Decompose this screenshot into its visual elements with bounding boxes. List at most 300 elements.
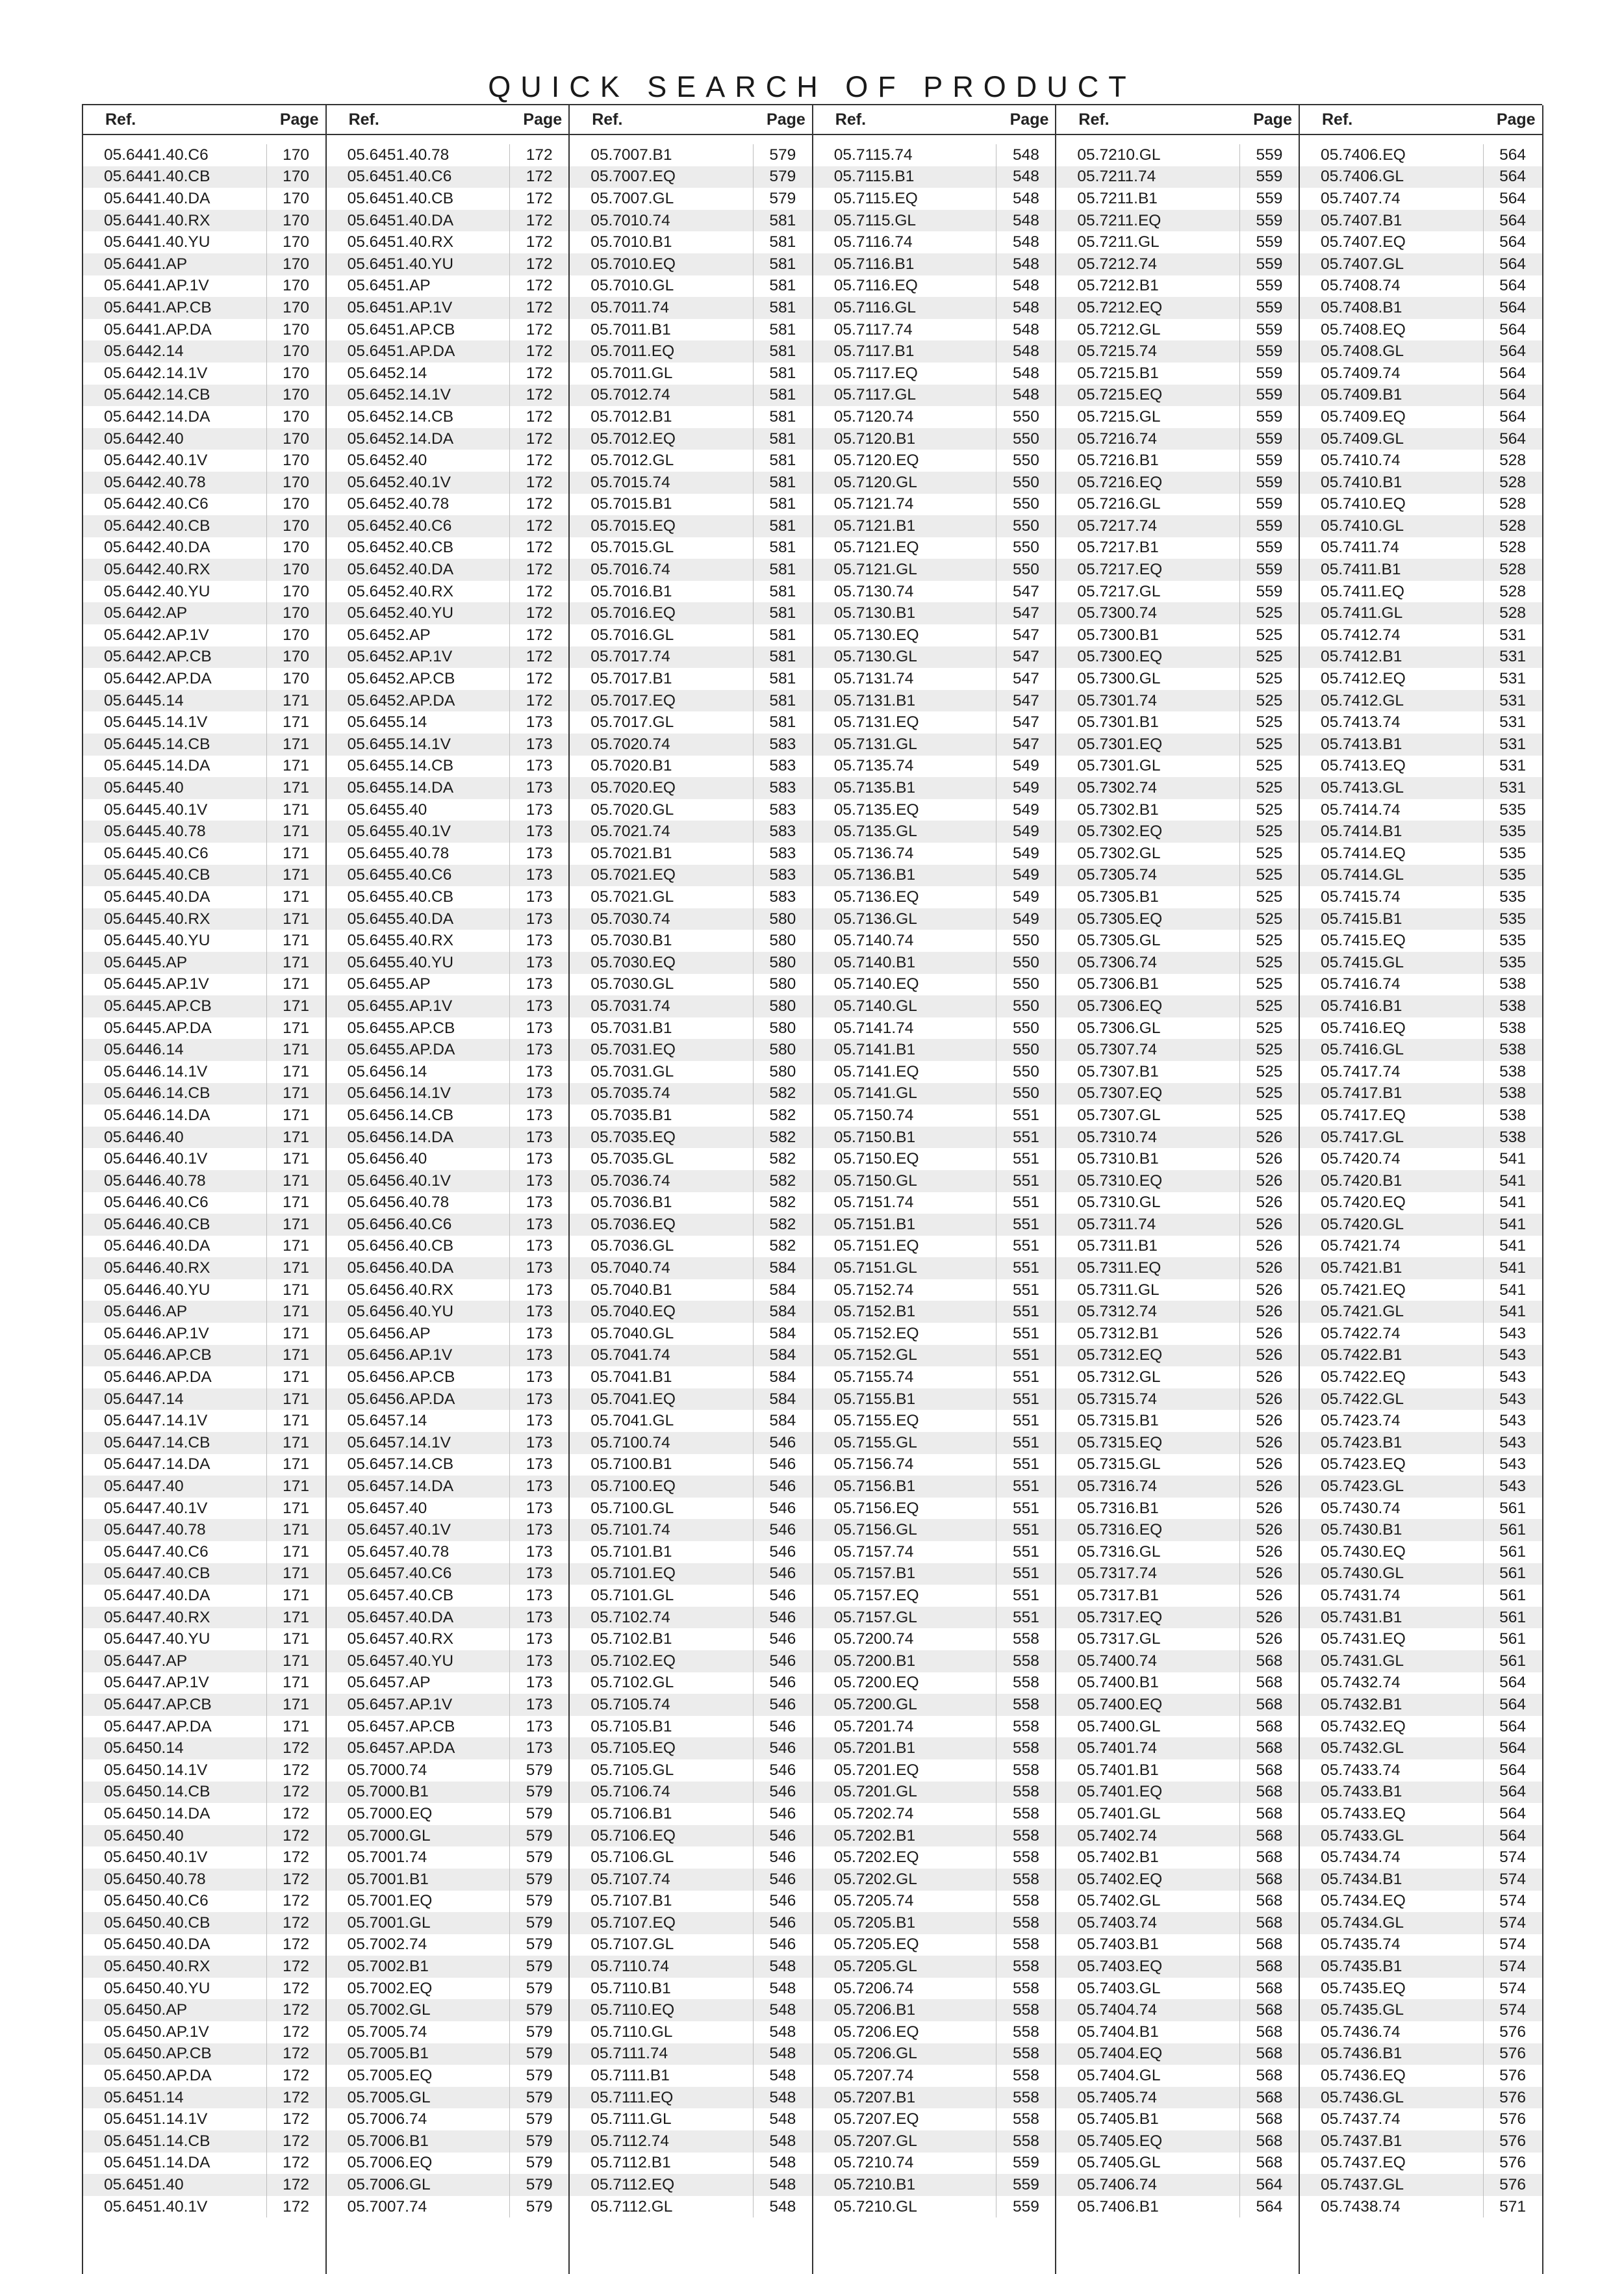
page-number: 525 [1239, 756, 1299, 778]
table-row [1300, 1803, 1542, 1825]
page-number: 558 [996, 1803, 1055, 1825]
table-row [327, 646, 569, 669]
page-number: 171 [266, 1432, 325, 1454]
table-row [813, 1759, 1056, 1782]
table-row [570, 1279, 812, 1301]
page-number: 582 [753, 1236, 812, 1258]
page-number: 171 [266, 711, 325, 734]
table-row [813, 2196, 1056, 2218]
table-row [327, 363, 569, 385]
column-body [1300, 135, 1542, 2217]
page-header: Page [1253, 110, 1292, 129]
page-number: 173 [509, 1039, 568, 1061]
page-number: 548 [996, 253, 1055, 275]
table-row [1300, 188, 1542, 210]
table-row [570, 799, 812, 821]
table-row [1056, 799, 1299, 821]
table-row [813, 1782, 1056, 1804]
product-ref: 05.7207.B1 [833, 2088, 916, 2106]
product-ref: 05.7431.74 [1321, 1586, 1401, 1604]
product-ref: 05.6446.14.1V [104, 1062, 208, 1080]
table-row [1056, 646, 1299, 669]
page-number: 528 [1483, 494, 1542, 516]
table-row [1300, 253, 1542, 275]
table-row [1300, 974, 1542, 996]
product-ref: 05.7423.EQ [1321, 1455, 1406, 1474]
product-ref: 05.7207.74 [833, 2067, 914, 2085]
page-number: 173 [509, 1563, 568, 1585]
product-ref: 05.7311.EQ [1077, 1259, 1161, 1277]
table-row [83, 865, 325, 887]
table-row [1056, 428, 1299, 450]
product-ref: 05.6451.40.1V [104, 2197, 208, 2216]
table-row [570, 711, 812, 734]
table-row [1056, 2174, 1299, 2196]
table-row [83, 494, 325, 516]
product-ref: 05.7020.B1 [590, 757, 672, 775]
page-number: 550 [996, 515, 1055, 537]
product-ref: 05.6442.AP.1V [104, 626, 209, 644]
product-ref: 05.7421.EQ [1321, 1281, 1406, 1299]
page-number: 528 [1483, 450, 1542, 472]
product-ref: 05.6450.AP.DA [104, 2067, 212, 2085]
page-number: 550 [996, 974, 1055, 996]
page-number: 568 [1239, 2021, 1299, 2043]
page-number: 581 [753, 581, 812, 603]
page-number: 170 [266, 602, 325, 624]
page-number: 173 [509, 1541, 568, 1563]
product-ref: 05.7206.GL [833, 2045, 917, 2063]
product-ref: 05.7112.GL [590, 2197, 673, 2216]
product-ref: 05.7311.GL [1077, 1281, 1160, 1299]
page-number: 584 [753, 1323, 812, 1345]
page-number: 559 [1239, 210, 1299, 232]
table-row [813, 974, 1056, 996]
table-row [327, 1017, 569, 1040]
product-ref: 05.7006.74 [347, 2110, 427, 2128]
table-row [570, 1039, 812, 1061]
product-ref: 05.7105.74 [590, 1695, 670, 1713]
page-number: 579 [753, 188, 812, 210]
product-ref: 05.7315.74 [1077, 1390, 1158, 1408]
table-row [570, 865, 812, 887]
product-ref: 05.6457.40.1V [347, 1521, 451, 1539]
page-number: 559 [1239, 537, 1299, 559]
product-ref: 05.7420.74 [1321, 1150, 1401, 1168]
page-number: 172 [509, 363, 568, 385]
table-row [1300, 1650, 1542, 1672]
page-number: 535 [1483, 843, 1542, 865]
table-row [1300, 363, 1542, 385]
table-row [1300, 581, 1542, 603]
page-number: 584 [753, 1345, 812, 1367]
page-number: 172 [509, 319, 568, 341]
table-row [570, 515, 812, 537]
product-ref: 05.6451.40.YU [347, 255, 454, 273]
table-row [1300, 428, 1542, 450]
product-ref: 05.7102.74 [590, 1608, 670, 1626]
page-number: 582 [753, 1170, 812, 1192]
page-number: 581 [753, 385, 812, 407]
table-row [1056, 908, 1299, 930]
page-number: 525 [1239, 821, 1299, 843]
page-number: 564 [1483, 1803, 1542, 1825]
page-number: 171 [266, 1017, 325, 1040]
product-ref: 05.6445.40.C6 [104, 844, 209, 862]
product-ref: 05.7000.GL [347, 1826, 431, 1845]
table-row [570, 188, 812, 210]
table-row [1300, 1716, 1542, 1738]
page-number: 526 [1239, 1519, 1299, 1541]
product-ref: 05.7106.B1 [590, 1804, 672, 1822]
product-ref: 05.6455.40 [347, 800, 427, 819]
page-number: 561 [1483, 1585, 1542, 1607]
page-number: 525 [1239, 930, 1299, 952]
product-ref: 05.7156.B1 [833, 1477, 916, 1496]
table-row [813, 537, 1056, 559]
table-row [813, 1039, 1056, 1061]
product-ref: 05.7408.B1 [1321, 298, 1402, 316]
page-number: 564 [1483, 1759, 1542, 1782]
product-ref: 05.7030.74 [590, 910, 670, 928]
column-header [1300, 105, 1542, 135]
page-number: 531 [1483, 624, 1542, 646]
table-row [813, 1192, 1056, 1214]
table-row [327, 144, 569, 166]
table-row [1056, 1301, 1299, 1323]
page-number: 172 [266, 2153, 325, 2175]
page-number: 543 [1483, 1366, 1542, 1388]
table-row [1300, 602, 1542, 624]
page-number: 568 [1239, 2153, 1299, 2175]
product-ref: 05.7411.EQ [1321, 582, 1404, 600]
product-ref: 05.7140.74 [833, 932, 914, 950]
page-number: 551 [996, 1410, 1055, 1432]
table-row [1056, 231, 1299, 253]
table-row [327, 2130, 569, 2153]
page-number: 525 [1239, 1061, 1299, 1083]
product-ref: 05.6455.14.1V [347, 735, 451, 753]
product-ref: 05.6456.AP.DA [347, 1390, 455, 1408]
page-number: 558 [996, 1869, 1055, 1891]
page-header: Page [523, 110, 563, 129]
product-ref: 05.7300.B1 [1077, 626, 1159, 644]
page-number: 568 [1239, 1999, 1299, 2021]
table-row [327, 1825, 569, 1847]
table-row [813, 1388, 1056, 1411]
column-body [813, 135, 1056, 2217]
table-row [1300, 275, 1542, 298]
page-number: 579 [509, 2196, 568, 2218]
table-row [1056, 1105, 1299, 1127]
table-row [1300, 1825, 1542, 1847]
page-number: 172 [509, 188, 568, 210]
table-row [327, 602, 569, 624]
product-ref: 05.6457.AP.1V [347, 1695, 453, 1713]
product-ref: 05.7416.EQ [1321, 1019, 1406, 1037]
table-row [327, 974, 569, 996]
table-row [83, 1999, 325, 2021]
table-row [1300, 2043, 1542, 2065]
page-number: 173 [509, 1716, 568, 1738]
product-ref: 05.7131.GL [833, 735, 917, 753]
table-row [1300, 1498, 1542, 1520]
table-row [1056, 2196, 1299, 2218]
product-ref: 05.7100.74 [590, 1433, 670, 1451]
product-ref: 05.7135.74 [833, 757, 914, 775]
page-number: 525 [1239, 624, 1299, 646]
table-row [1300, 1607, 1542, 1629]
product-ref: 05.7423.GL [1321, 1477, 1404, 1496]
page-number: 535 [1483, 908, 1542, 930]
page-number: 550 [996, 559, 1055, 581]
product-ref: 05.6445.40 [104, 779, 184, 797]
page-number: 171 [266, 1236, 325, 1258]
table-row [813, 1650, 1056, 1672]
table-row [813, 2108, 1056, 2130]
page-number: 548 [753, 2130, 812, 2153]
product-ref: 05.7036.74 [590, 1171, 670, 1190]
page-number: 543 [1483, 1388, 1542, 1411]
product-ref: 05.7206.74 [833, 1979, 914, 1997]
product-ref: 05.6442.40.1V [104, 452, 208, 470]
page-number: 581 [753, 450, 812, 472]
table-row [83, 319, 325, 341]
product-ref: 05.6447.40.1V [104, 1499, 208, 1517]
page-number: 171 [266, 1301, 325, 1323]
product-ref: 05.6442.40.CB [104, 517, 210, 535]
product-ref: 05.6457.40.78 [347, 1542, 450, 1561]
table-row [83, 1323, 325, 1345]
product-ref: 05.6447.AP.1V [104, 1674, 209, 1692]
page-number: 173 [509, 1585, 568, 1607]
product-ref: 05.7409.EQ [1321, 407, 1406, 426]
product-ref: 05.6455.40.CB [347, 888, 454, 906]
page-number: 558 [996, 2130, 1055, 2153]
table-row [83, 1017, 325, 1040]
product-ref: 05.6456.40.78 [347, 1194, 450, 1212]
product-ref: 05.7317.GL [1077, 1630, 1161, 1648]
product-ref: 05.7210.GL [833, 2197, 917, 2216]
table-row [327, 1410, 569, 1432]
table-row [570, 1366, 812, 1388]
page-number: 172 [509, 231, 568, 253]
product-ref: 05.7202.B1 [833, 1826, 916, 1845]
table-row [570, 1999, 812, 2021]
table-row [813, 1170, 1056, 1192]
table-row [1300, 711, 1542, 734]
page-number: 580 [753, 1017, 812, 1040]
page-number: 548 [753, 2021, 812, 2043]
page-number: 171 [266, 777, 325, 799]
page-number: 173 [509, 974, 568, 996]
page-number: 547 [996, 711, 1055, 734]
page-number: 579 [509, 1869, 568, 1891]
product-ref: 05.6450.40.RX [104, 1958, 210, 1976]
page-number: 549 [996, 756, 1055, 778]
page-number: 558 [996, 2065, 1055, 2087]
table-row [83, 1891, 325, 1913]
product-ref: 05.6452.AP [347, 626, 431, 644]
page-number: 580 [753, 1039, 812, 1061]
product-ref: 05.7215.GL [1077, 407, 1161, 426]
page-number: 583 [753, 886, 812, 908]
product-ref: 05.7422.74 [1321, 1324, 1401, 1342]
page-number: 526 [1239, 1585, 1299, 1607]
page-number: 525 [1239, 668, 1299, 690]
table-row [327, 2196, 569, 2218]
page-number: 576 [1483, 2065, 1542, 2087]
page-number: 551 [996, 1585, 1055, 1607]
product-ref: 05.7212.74 [1077, 255, 1158, 273]
product-ref: 05.7102.EQ [590, 1652, 676, 1670]
table-row [1300, 1585, 1542, 1607]
table-row [1056, 1345, 1299, 1367]
table-row [83, 406, 325, 428]
product-ref: 05.7116.B1 [833, 255, 915, 273]
table-row [570, 1934, 812, 1956]
table-row [1056, 275, 1299, 298]
table-row [570, 1672, 812, 1694]
column-header [83, 105, 325, 135]
page-number: 584 [753, 1279, 812, 1301]
product-ref: 05.7405.GL [1077, 2154, 1161, 2172]
column-body [83, 135, 325, 2217]
product-ref: 05.7112.EQ [590, 2176, 675, 2194]
page-header: Page [1496, 110, 1536, 129]
product-ref: 05.7110.B1 [590, 1979, 671, 1997]
table-row [327, 319, 569, 341]
page-number: 580 [753, 1061, 812, 1083]
table-row [813, 602, 1056, 624]
product-ref: 05.6442.40.DA [104, 539, 210, 557]
table-row [1300, 297, 1542, 319]
table-row [570, 886, 812, 908]
page-number: 574 [1483, 1912, 1542, 1934]
page-number: 559 [1239, 319, 1299, 341]
page-number: 579 [509, 2043, 568, 2065]
table-row [570, 1236, 812, 1258]
page-number: 550 [996, 1083, 1055, 1105]
page-number: 559 [996, 2196, 1055, 2218]
page-number: 564 [1483, 1672, 1542, 1694]
table-row [570, 908, 812, 930]
table-row [1056, 1759, 1299, 1782]
page-number: 579 [509, 2130, 568, 2153]
table-row [1056, 1170, 1299, 1192]
table-row [570, 1498, 812, 1520]
table-row [1300, 1148, 1542, 1170]
product-ref: 05.7401.74 [1077, 1739, 1158, 1757]
page-number: 582 [753, 1083, 812, 1105]
page-number: 171 [266, 1563, 325, 1585]
product-ref: 05.7216.B1 [1077, 452, 1159, 470]
product-ref: 05.6450.AP [104, 2001, 188, 2019]
product-ref: 05.6447.AP.DA [104, 1717, 212, 1735]
product-ref: 05.7111.EQ [590, 2088, 674, 2106]
table-row [570, 974, 812, 996]
table-row [570, 297, 812, 319]
product-ref: 05.7151.74 [833, 1194, 914, 1212]
column-body [327, 135, 569, 2217]
product-ref: 05.7306.74 [1077, 953, 1158, 971]
product-ref: 05.7305.74 [1077, 866, 1158, 884]
page-number: 173 [509, 1192, 568, 1214]
table-row [83, 1127, 325, 1149]
page-number: 551 [996, 1214, 1055, 1236]
table-row [327, 2153, 569, 2175]
table-row [327, 1192, 569, 1214]
page-number: 172 [266, 1846, 325, 1869]
product-ref: 05.6450.AP.CB [104, 2045, 212, 2063]
page-number: 526 [1239, 1345, 1299, 1367]
table-row [813, 646, 1056, 669]
table-row [83, 886, 325, 908]
table-row [813, 1628, 1056, 1650]
table-row [813, 319, 1056, 341]
page-number: 551 [996, 1236, 1055, 1258]
table-row [327, 428, 569, 450]
table-row [83, 1716, 325, 1738]
table-row [1056, 1825, 1299, 1847]
page-number: 173 [509, 1279, 568, 1301]
product-ref: 05.6455.40.YU [347, 953, 454, 971]
product-ref: 05.7316.GL [1077, 1542, 1161, 1561]
page-number: 561 [1483, 1519, 1542, 1541]
table-row [1300, 908, 1542, 930]
product-ref: 05.7020.74 [590, 735, 670, 753]
product-ref: 05.7106.74 [590, 1783, 670, 1801]
table-row [327, 668, 569, 690]
page-number: 171 [266, 1541, 325, 1563]
page-number: 584 [753, 1388, 812, 1411]
product-ref: 05.7141.B1 [833, 1041, 916, 1059]
product-ref: 05.6445.AP [104, 953, 188, 971]
product-ref: 05.6447.14.CB [104, 1433, 210, 1451]
table-row [1056, 1628, 1299, 1650]
table-row [813, 2153, 1056, 2175]
table-row [570, 995, 812, 1017]
table-row [327, 297, 569, 319]
product-ref: 05.6455.40.78 [347, 844, 450, 862]
page-number: 564 [1239, 2174, 1299, 2196]
page-number: 550 [996, 1061, 1055, 1083]
table-row [813, 1236, 1056, 1258]
page-number: 576 [1483, 2043, 1542, 2065]
product-ref: 05.6457.AP [347, 1674, 431, 1692]
table-row [327, 1476, 569, 1498]
product-ref: 05.7005.B1 [347, 2045, 429, 2063]
page-number: 581 [753, 624, 812, 646]
table-row [1300, 1105, 1542, 1127]
page-number: 550 [996, 428, 1055, 450]
table-row [327, 711, 569, 734]
product-ref: 05.6446.14 [104, 1041, 184, 1059]
table-row [327, 1345, 569, 1367]
page-number: 525 [1239, 952, 1299, 974]
table-row [1300, 319, 1542, 341]
page-number: 568 [1239, 2087, 1299, 2109]
page-number: 173 [509, 711, 568, 734]
page-number: 551 [996, 1257, 1055, 1279]
page-number: 558 [996, 1891, 1055, 1913]
product-ref: 05.6455.AP.CB [347, 1019, 455, 1037]
table-row [327, 908, 569, 930]
product-ref: 05.7205.74 [833, 1892, 914, 1910]
page-number: 546 [753, 1891, 812, 1913]
table-row [327, 995, 569, 1017]
product-ref: 05.6457.14 [347, 1412, 427, 1430]
